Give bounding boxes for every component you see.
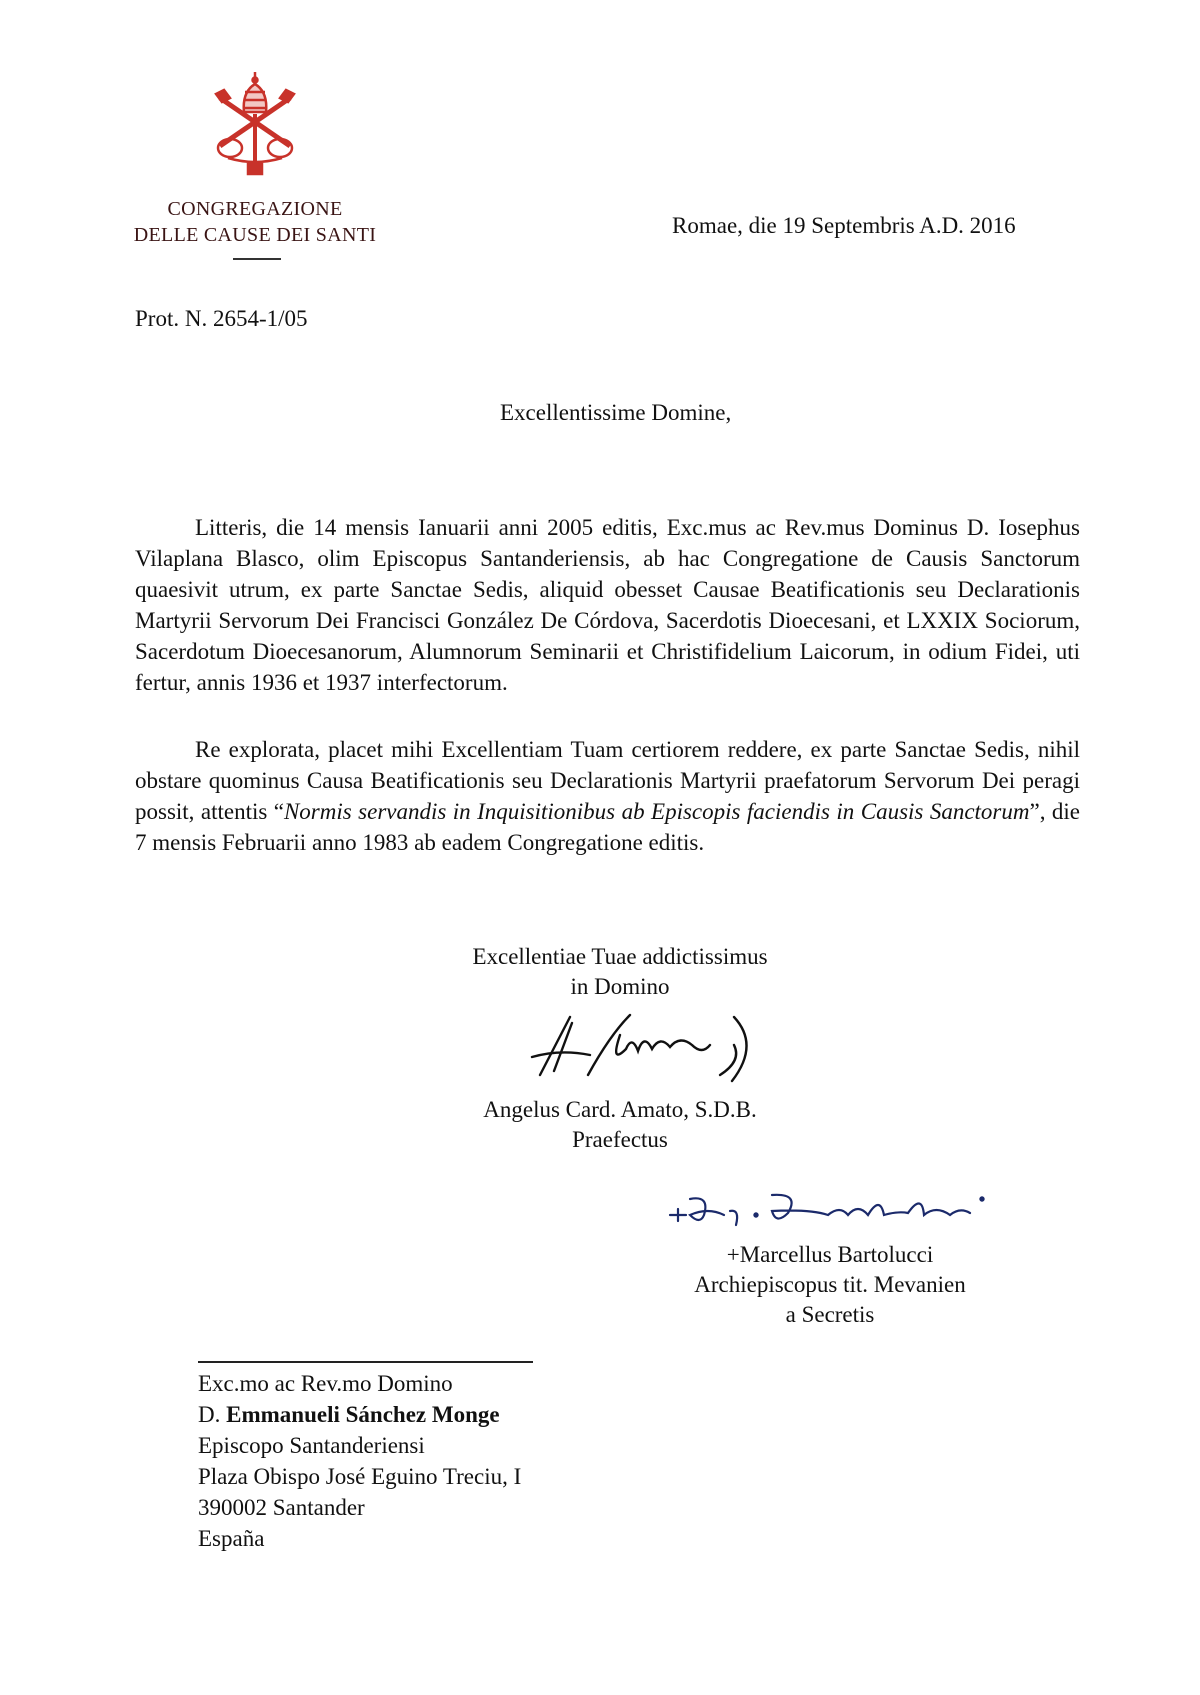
prefect-block <box>440 1095 800 1155</box>
letterhead-divider <box>233 258 281 260</box>
closing-line-1: Excellentiae Tuae addictissimus <box>472 944 768 969</box>
secretary-title: Archiepiscopus tit. Mevanien <box>694 1272 966 1297</box>
protocol-number: Prot. N. 2654-1/05 <box>135 306 308 331</box>
addressee-name: Emmanueli Sánchez Monge <box>226 1402 500 1427</box>
prefect-signature-icon <box>520 1005 780 1085</box>
addressee-title: Episcopo Santanderiensi <box>198 1433 425 1458</box>
prefect-title: Praefectus <box>572 1127 668 1152</box>
addressee-name-line <box>198 1399 521 1430</box>
organization-line-2: DELLE CAUSE DEI SANTI <box>133 224 377 246</box>
closing-line-2: in Domino <box>570 974 670 999</box>
paragraph-1-text: Litteris, die 14 mensis Ianuarii anni 2005 editis, Exc.mus ac Rev.mus Dominus D. Iosephus Vilaplana Blasco, olim Episcopus Santanderiensis, ab hac Congregatione de Causis Sanctorum quaesivit utrum, ex parte Sanctae Sedis, aliquid obesset Causae Beatificationis seu Declarationis Martyrii Servorum Dei Francisci González De Córdova, Sacerdotis Dioecesani, et LXXIX Sociorum, Sacerdotum Dioecesanorum, Alumnorum Seminarii et Christifidelium Laicorum, in odium Fidei, uti fertur, annis 1936 et 1937 interfectorum. <box>135 515 1080 695</box>
secretary-name: +Marcellus Bartolucci <box>726 1242 934 1267</box>
date-line: Romae, die 19 Septembris A.D. 2016 <box>672 213 1016 238</box>
organization-line-1: CONGREGAZIONE <box>167 198 343 220</box>
body-paragraph-1 <box>135 512 1080 698</box>
addressee-divider <box>198 1361 533 1363</box>
organization-name <box>110 196 400 248</box>
secretary-role: a Secretis <box>785 1302 875 1327</box>
addressee-block <box>198 1368 521 1554</box>
closing <box>440 942 800 1002</box>
salutation: Excellentissime Domine, <box>500 400 732 425</box>
addressee-honorific: Exc.mo ac Rev.mo Domino <box>198 1371 453 1396</box>
papal-emblem-icon <box>208 68 302 178</box>
addressee-prefix: D. <box>198 1402 227 1427</box>
secretary-signature-icon <box>660 1185 1060 1235</box>
body-paragraph-2 <box>135 734 1080 858</box>
paragraph-2-text-end: ”, die 7 mensis Februarii anno 1983 ab eadem Congregatione editis. <box>135 799 1080 855</box>
addressee-street: Plaza Obispo José Eguino Treciu, I <box>198 1464 522 1489</box>
paragraph-2-text: Re explorata, placet mihi Excellentiam Tuam certiorem reddere, ex parte Sanctae Sedis, nihil obstare quominus Causa Beatificationis seu Declarationis Martyrii praefatorum Servorum Dei peragi possit, attentis “ <box>135 737 1080 824</box>
paragraph-2-cited-title: Normis servandis in Inquisitionibus ab Episcopis faciendis in Causis Sanctorum <box>283 799 1030 824</box>
prefect-name: Angelus Card. Amato, S.D.B. <box>483 1097 757 1122</box>
secretary-block <box>660 1240 1000 1330</box>
addressee-city: 390002 Santander <box>198 1495 365 1520</box>
addressee-country: España <box>198 1526 265 1551</box>
